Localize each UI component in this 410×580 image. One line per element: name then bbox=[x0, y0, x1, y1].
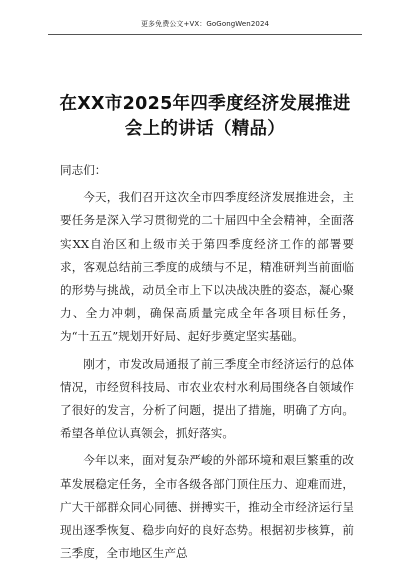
body-paragraph: 今天，我们召开这次全市四季度经济发展推进会，主要任务是深入学习贯彻党的二十届四中全会精神，全面落实XX自治区和上级市关于第四季度经济工作的部署要求，客观总结前三季度的成绩与不足，精准研判当前面临的形势与挑战，动员全市上下以决战决胜的姿态，凝心聚力、全力冲刺，确保高质量完成全年各项目标任务，为“十五五”规划开好局、起好步奠定坚实基础。 bbox=[60, 190, 354, 344]
document-title: 在XX市2025年四季度经济发展推进会上的讲话（精品） bbox=[59, 94, 351, 139]
header-divider bbox=[48, 34, 362, 35]
document-body bbox=[60, 159, 354, 569]
body-paragraph: 今年以来，面对复杂严峻的外部环境和艰巨繁重的改革发展稳定任务，全市各级各部门顶住压力、迎难而进，广大干部群众同心同德、拼搏实干，推动全市经济运行呈现出逐季恢复、稳步向好的良好态势。根据初步核算，前三季度，全市地区生产总 bbox=[60, 453, 354, 561]
salutation: 同志们： bbox=[60, 163, 107, 177]
body-paragraph: 刚才，市发改局通报了前三季度全市经济运行的总体情况，市经贸科技局、市农业农村水利局围绕各自领域作了很好的发言，分析了问题，提出了措施，明确了方向。希望各单位认真领会，抓好落实。 bbox=[60, 356, 354, 441]
header-note: 更多免费公文+VX：GoGongWen2024 bbox=[140, 20, 270, 28]
